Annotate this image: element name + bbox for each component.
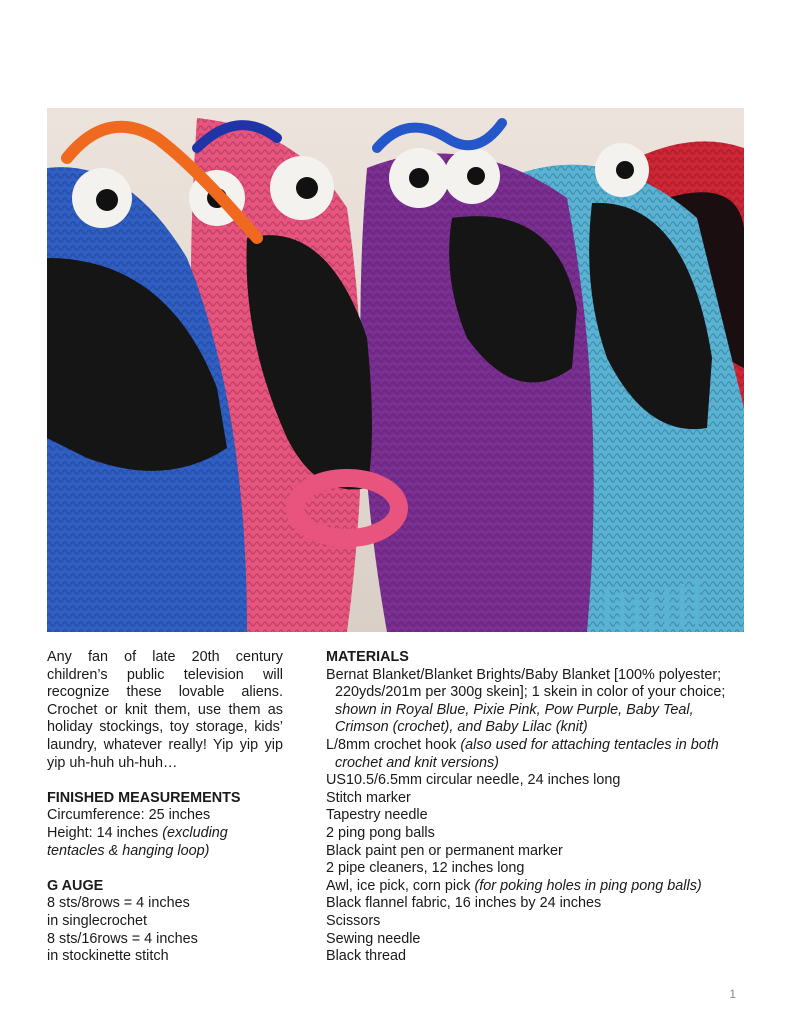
finished-measurements-heading: FINISHED MEASUREMENTS: [47, 789, 241, 806]
paint-pen-item: Black paint pen or permanent marker: [326, 842, 563, 859]
pipe-cleaners-item: 2 pipe cleaners, 12 inches long: [326, 860, 525, 877]
stitch-marker-item: Stitch marker: [326, 789, 411, 806]
left-column: [47, 649, 283, 966]
materials-heading: MATERIALS: [326, 649, 409, 665]
awl-note: (for poking holes in ping pong balls): [474, 877, 702, 894]
purple-alien: [360, 123, 593, 632]
height-text: [47, 825, 283, 843]
awl-item: [326, 878, 746, 896]
awl-text: Awl, ice pick, corn pick: [326, 877, 475, 894]
yarn-colors-note: shown in Royal Blue, Pixie Pink, Pow Purple, Baby Teal, Crimson (crochet), and Baby Lilac (knit): [335, 701, 694, 736]
yip-yip-aliens-illustration: [47, 108, 744, 632]
gauge-heading: G AUGE: [47, 877, 104, 894]
gauge-line: 8 sts/8rows = 4 inches: [47, 895, 190, 912]
height-note: (excluding: [162, 824, 228, 841]
scissors-item: Scissors: [326, 912, 381, 929]
hook-text: L/8mm crochet hook: [326, 736, 461, 753]
needle-item: US10.5/6.5mm circular needle, 24 inches long: [326, 772, 621, 789]
height-note-continued: tentacles & hanging loop): [47, 842, 210, 859]
hook-note: (also used for attaching tentacles in both crochet and knit versions): [335, 736, 719, 771]
sewing-needle-item: Sewing needle: [326, 930, 421, 947]
gauge-line: in stockinette stitch: [47, 948, 169, 965]
flannel-fabric-item: Black flannel fabric, 16 inches by 24 inches: [326, 895, 602, 912]
hero-photo: [47, 108, 744, 632]
circumference-text: Circumference: 25 inches: [47, 807, 211, 824]
gauge-line: 8 sts/16rows = 4 inches: [47, 930, 198, 947]
gauge-line: in singlecrochet: [47, 912, 147, 929]
page-number: 1: [729, 987, 736, 1001]
materials-column: [326, 649, 746, 966]
intro-paragraph: Any fan of late 20th century children’s public television will recognize these lovable aliens. Crochet or knit them, use them as holiday stockings, toy storage, kids’ laundry, whatever really! Yip yip yip yip uh-huh uh-huh…: [47, 649, 283, 771]
black-thread-item: Black thread: [326, 948, 406, 965]
ping-pong-balls-item: 2 ping pong balls: [326, 824, 435, 841]
yarn-text: Bernat Blanket/Blanket Brights/Baby Blanket [100% polyester; 220yds/201m per 300g skein]; 1 skein in color of your choice;: [326, 666, 726, 701]
tapestry-needle-item: Tapestry needle: [326, 807, 428, 824]
height-value: Height: 14 inches: [47, 824, 163, 841]
hook-item: [326, 737, 746, 772]
yarn-item: [326, 667, 746, 737]
